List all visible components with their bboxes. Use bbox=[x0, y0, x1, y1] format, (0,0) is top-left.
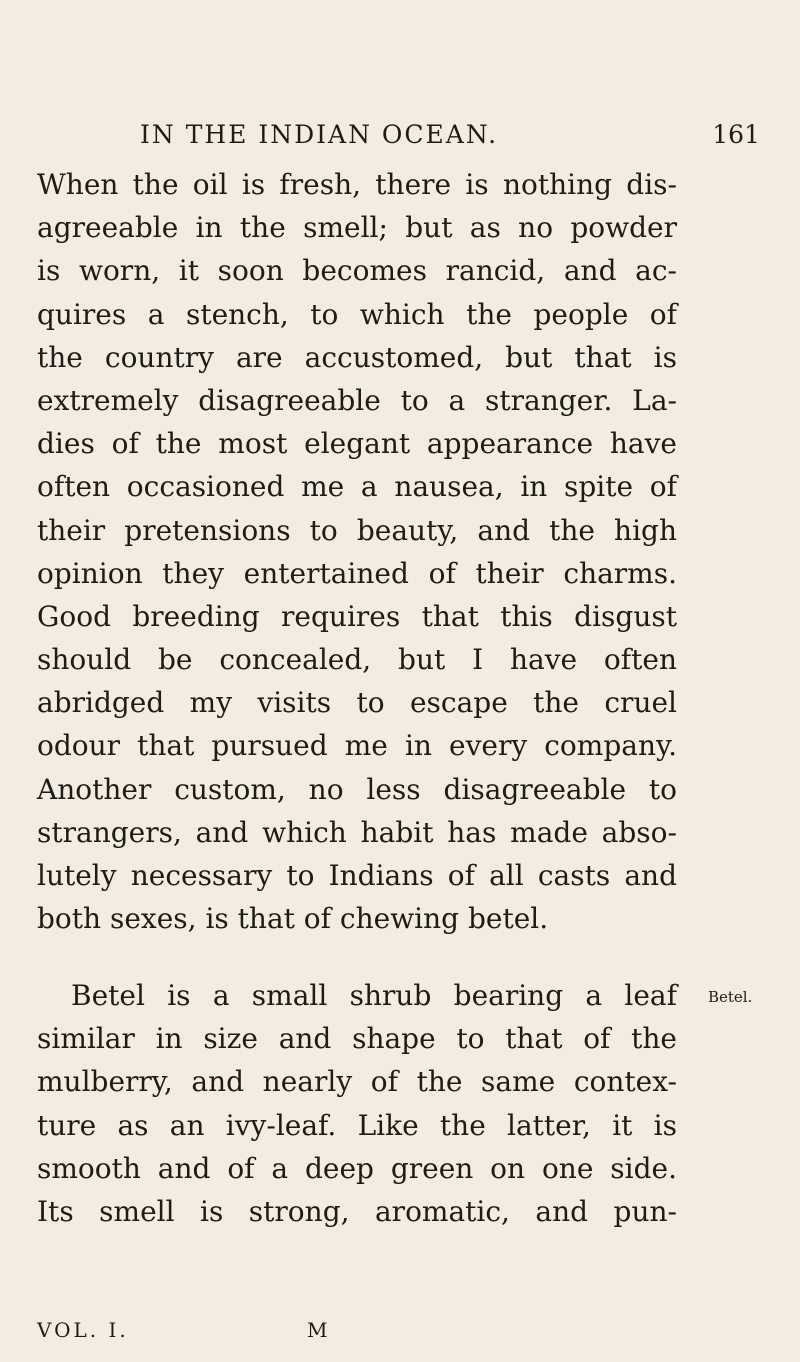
text-line: odour that pursued me in every company. bbox=[37, 729, 677, 763]
text-line: quires a stench, to which the people of bbox=[37, 297, 677, 331]
text-line: the country are accustomed, but that is bbox=[37, 340, 677, 374]
margin-note: Betel. bbox=[708, 988, 753, 1006]
page-footer bbox=[37, 1318, 437, 1354]
text-line: extremely disagreeable to a stranger. La- bbox=[37, 383, 677, 417]
text-line: smooth and of a deep green on one side. bbox=[37, 1151, 677, 1185]
text-line: ture as an ivy-leaf. Like the latter, it is bbox=[37, 1108, 677, 1142]
running-head: IN THE INDIAN OCEAN. bbox=[140, 120, 499, 149]
text-line: is worn, it soon becomes rancid, and ac- bbox=[37, 254, 677, 288]
text-line: agreeable in the smell; but as no powder bbox=[37, 211, 677, 245]
text-line: Betel is a small shrub bearing a leaf bbox=[71, 979, 677, 1012]
page-number: 161 bbox=[712, 120, 760, 149]
text-line: When the oil is fresh, there is nothing dis- bbox=[37, 168, 677, 201]
text-line: mulberry, and nearly of the same contex- bbox=[37, 1065, 677, 1099]
text-line: similar in size and shape to that of the bbox=[37, 1022, 677, 1056]
text-line: their pretensions to beauty, and the high bbox=[37, 513, 677, 547]
text-line: dies of the most elegant appearance have bbox=[37, 427, 677, 461]
text-line: lutely necessary to Indians of all casts and bbox=[37, 859, 677, 892]
text-line: Another custom, no less disagreeable to bbox=[37, 772, 677, 806]
paragraph-1 bbox=[37, 163, 677, 940]
text-line: often occasioned me a nausea, in spite of bbox=[37, 470, 677, 504]
catchword: M bbox=[307, 1318, 328, 1342]
paragraph-2 bbox=[37, 974, 677, 1233]
text-line: Good breeding requires that this disgust bbox=[37, 599, 677, 633]
text-line: opinion they entertained of their charms. bbox=[37, 556, 677, 590]
text-line: Its smell is strong, aromatic, and pun- bbox=[37, 1194, 677, 1228]
text-line: both sexes, is that of chewing betel. bbox=[37, 902, 549, 936]
text-line: should be concealed, but I have often bbox=[37, 643, 677, 677]
signature-mark: VOL. I. bbox=[37, 1318, 129, 1342]
text-line: strangers, and which habit has made abso- bbox=[37, 815, 677, 849]
page-header bbox=[140, 120, 760, 160]
text-line: abridged my visits to escape the cruel bbox=[37, 686, 677, 720]
